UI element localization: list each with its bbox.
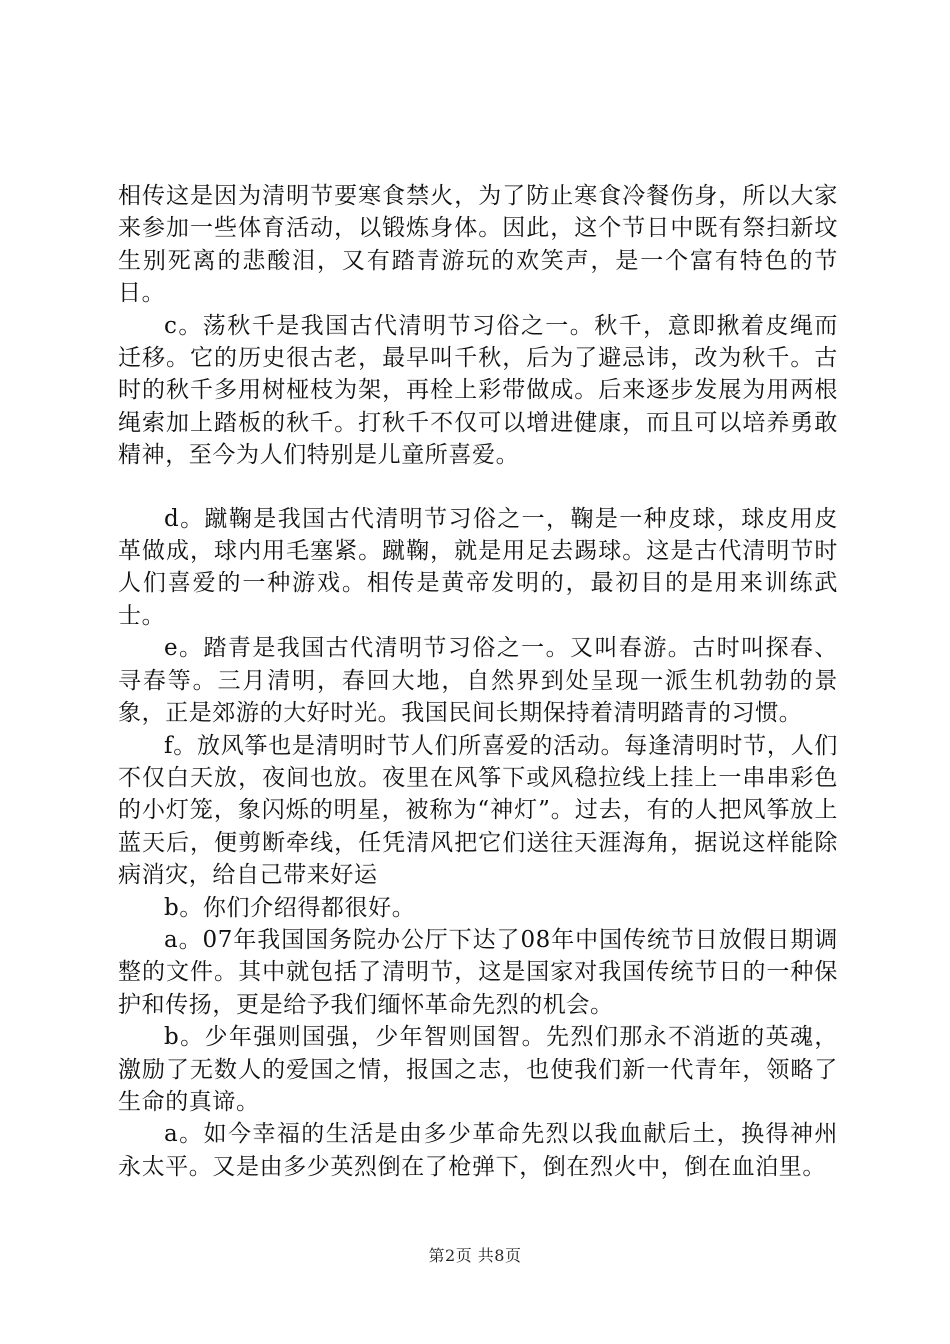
document-body <box>118 180 838 1183</box>
paragraph-e-outing: e。踏青是我国古代清明节习俗之一。又叫春游。古时叫探春、寻春等。三月清明，春回大地，自然界到处呈现一派生机勃勃的景象，正是郊游的大好时光。我国民间长期保持着清明踏青的习惯。 <box>118 635 838 727</box>
paragraph-c-swing: c。荡秋千是我国古代清明节习俗之一。秋千，意即揪着皮绳而迁移。它的历史很古老，最早叫千秋，后为了避忌讳，改为秋千。古时的秋千多用树桠枝为架，再栓上彩带做成。后来逐步发展为用两根绳索加上踏板的秋千。打秋千不仅可以增进健康，而且可以培养勇敢精神，至今为人们特别是儿童所喜爱。 <box>118 312 838 469</box>
paragraph-b-youth: b。少年强则国强，少年智则国智。先烈们那永不消逝的英魂，激励了无数人的爱国之情，报国之志，也使我们新一代青年，领略了生命的真谛。 <box>118 1024 838 1115</box>
paragraph-a-martyrs: a。如今幸福的生活是由多少革命先烈以我血献后土，换得神州永太平。又是由多少英烈倒在了枪弹下，倒在烈火中，倒在血泊里。 <box>118 1121 838 1180</box>
paragraph-spacer <box>118 472 838 503</box>
page-number-footer: 第2页 共8页 <box>428 1246 522 1265</box>
paragraph-b-praise: b。你们介绍得都很好。 <box>164 894 416 921</box>
paragraph-continuation: 相传这是因为清明节要寒食禁火，为了防止寒食冷餐伤身，所以大家来参加一些体育活动，以锻炼身体。因此，这个节日中既有祭扫新坟生别死离的悲酸泪，又有踏青游玩的欢笑声，是一个富有特色的节日。 <box>118 183 838 307</box>
paragraph-f-kite: f。放风筝也是清明时节人们所喜爱的活动。每逢清明时节，人们不仅白天放，夜间也放。夜里在风筝下或风稳拉线上挂上一串串彩色的小灯笼，象闪烁的明星，被称为“神灯”。过去，有的人把风筝放上蓝天后，便剪断牵线，任凭清风把它们送往天涯海角，据说这样能除病消灾，给自己带来好运 <box>118 732 838 889</box>
paragraph-a-holiday: a。07年我国国务院办公厅下达了08年中国传统节日放假日期调整的文件。其中就包括了清明节，这是国家对我国传统节日的一种保护和传扬，更是给予我们缅怀革命先烈的机会。 <box>118 926 838 1018</box>
paragraph-d-cuju: d。蹴鞠是我国古代清明节习俗之一，鞠是一种皮球，球皮用皮革做成，球内用毛塞紧。蹴鞠，就是用足去踢球。这是古代清明节时人们喜爱的一种游戏。相传是黄帝发明的，最初目的是用来训练武士。 <box>118 505 838 629</box>
